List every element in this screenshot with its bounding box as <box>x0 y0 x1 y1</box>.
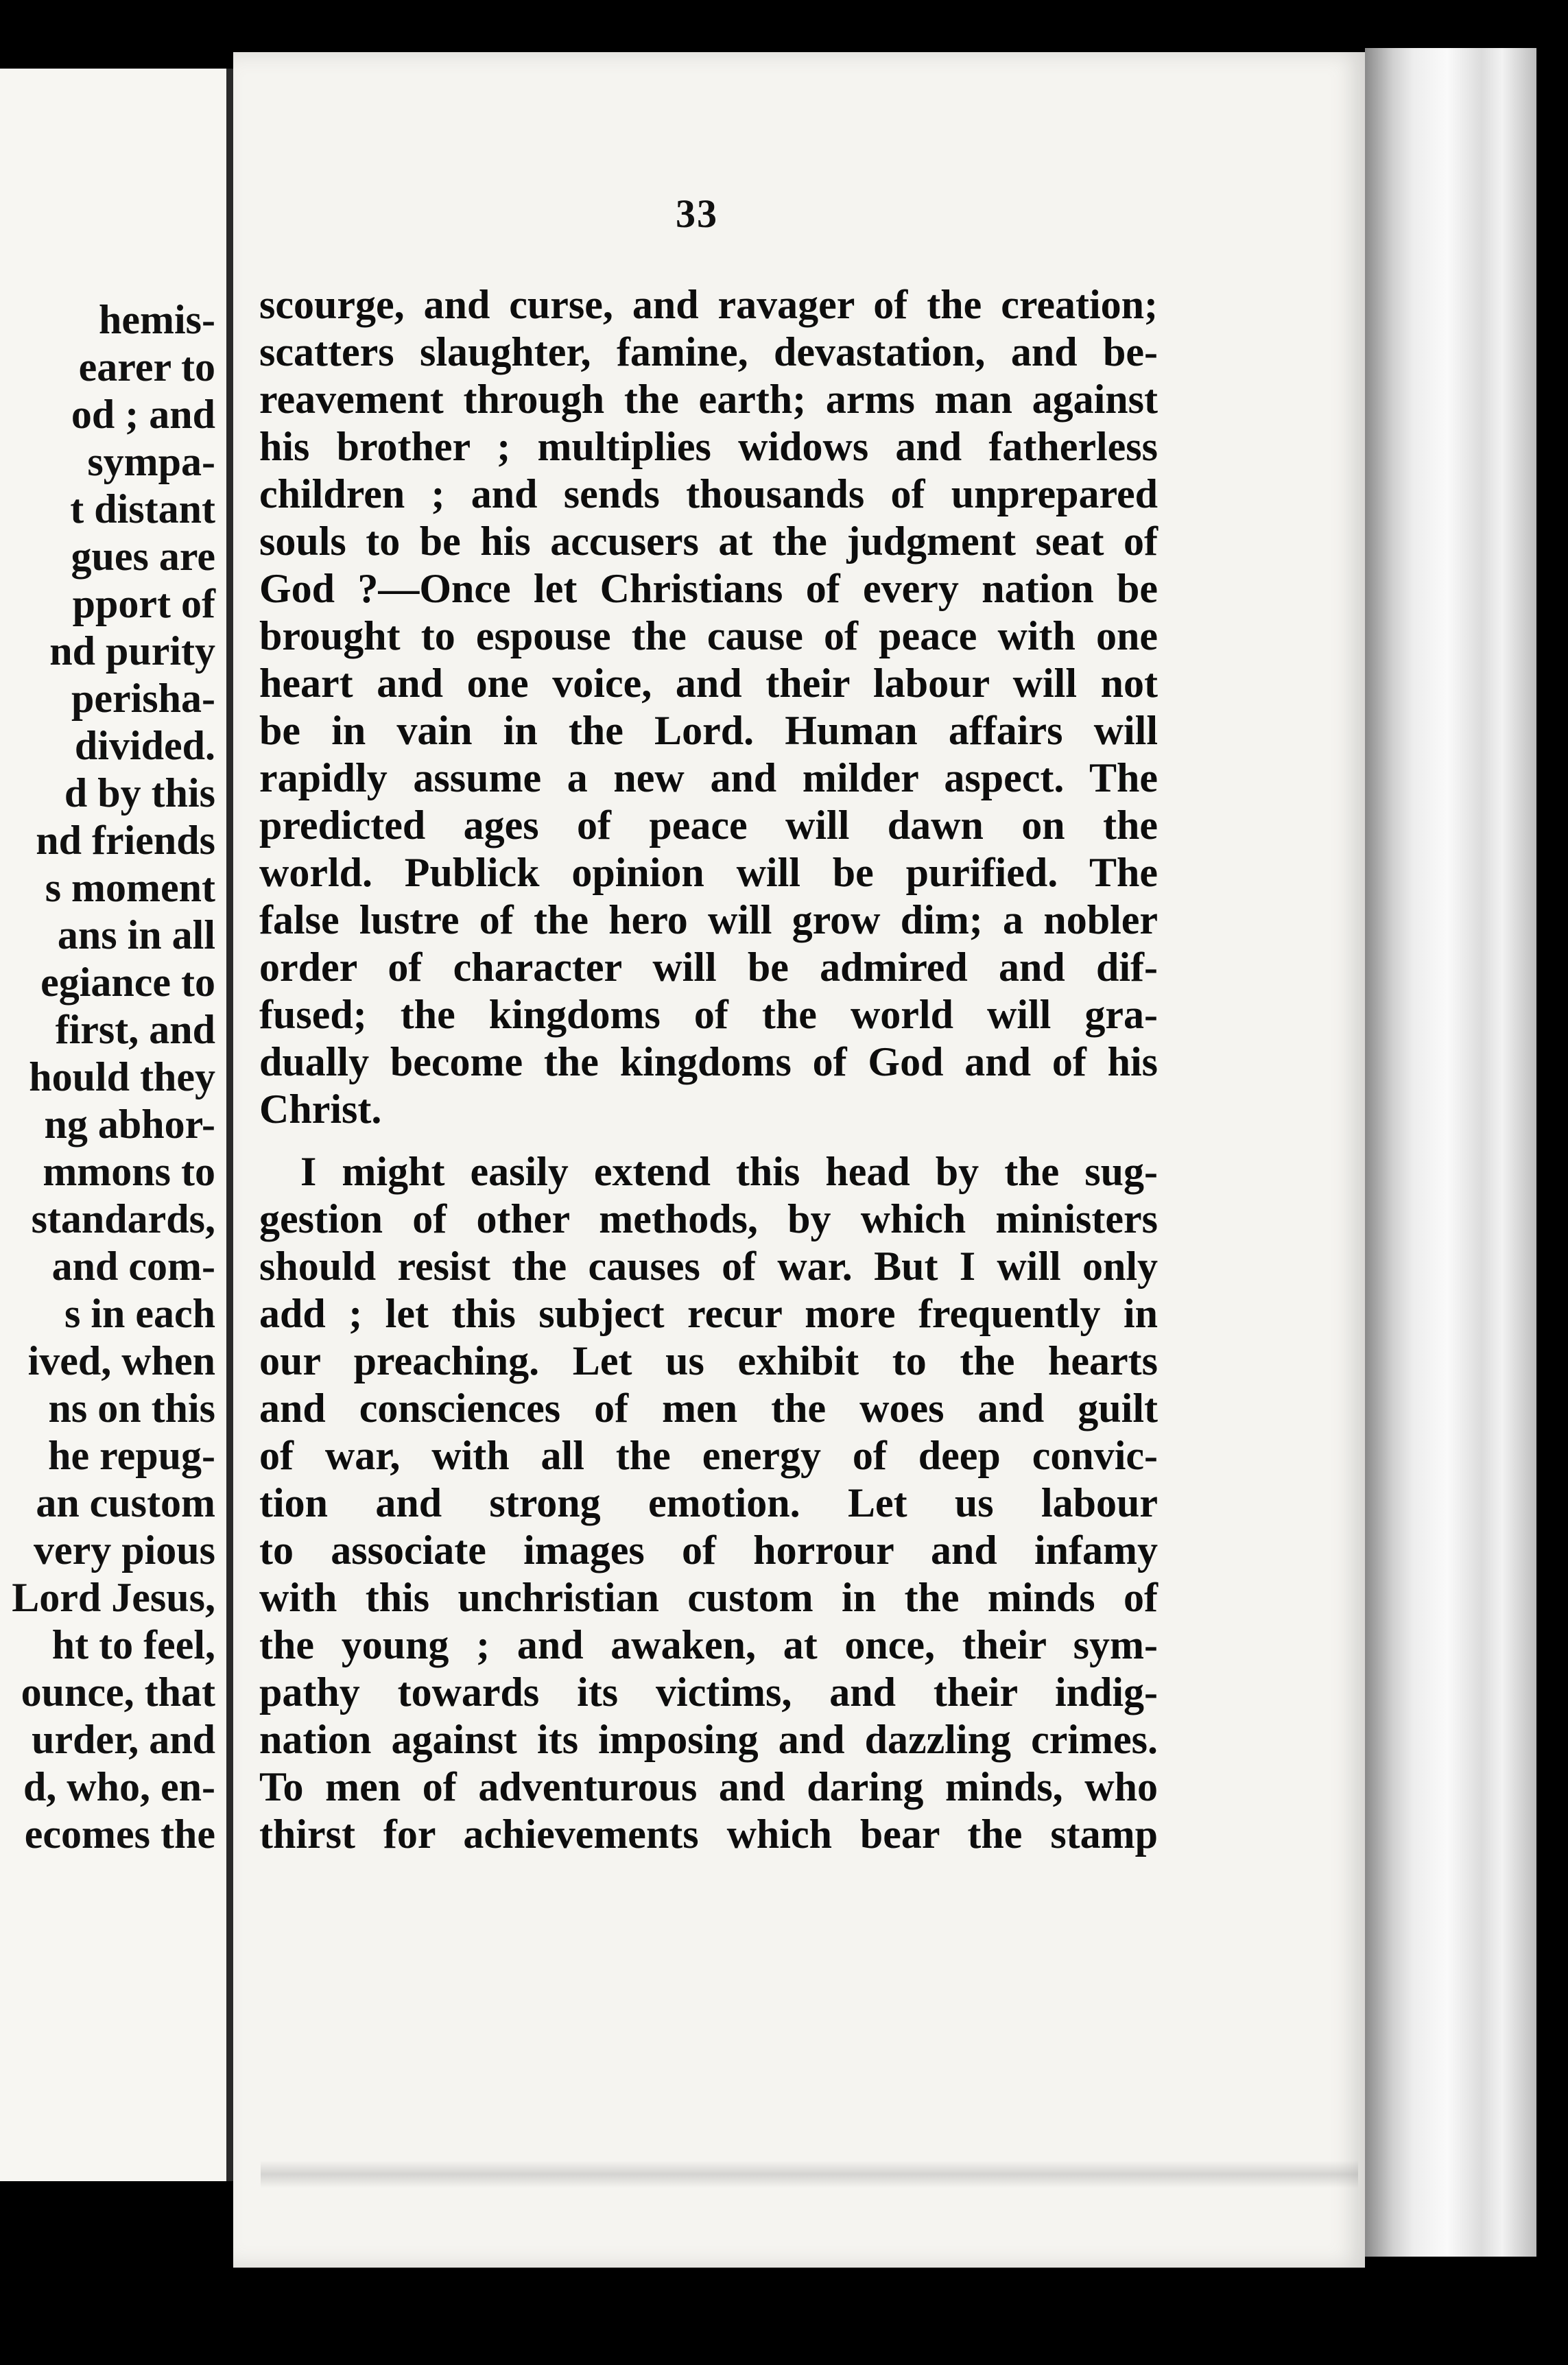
text-line: the young ; and awaken, at once, their sym- <box>259 1622 1158 1667</box>
left-page-line: pport of <box>72 581 215 626</box>
text-line: should resist the causes of war. But I will only <box>259 1244 1158 1289</box>
text-line: souls to be his accusers at the judgment seat of <box>259 519 1158 564</box>
left-page-line: ived, when <box>27 1338 215 1383</box>
page-number: 33 <box>676 191 718 236</box>
text-line: to associate images of horrour and infamy <box>259 1528 1158 1573</box>
text-line: heart and one voice, and their labour will not <box>259 661 1158 706</box>
text-line: I might easily extend this head by the sug- <box>300 1149 1158 1194</box>
text-line: thirst for achievements which bear the stamp <box>259 1811 1158 1857</box>
text-line: and consciences of men the woes and guilt <box>259 1386 1158 1431</box>
text-line: dually become the kingdoms of God and of his <box>259 1039 1158 1084</box>
left-page-line: od ; and <box>71 392 215 437</box>
left-page-line: very pious <box>33 1528 215 1573</box>
left-page-line: he repug- <box>48 1433 215 1478</box>
text-line: tion and strong emotion. Let us labour <box>259 1480 1158 1525</box>
left-page-line: Lord Jesus, <box>12 1575 215 1620</box>
left-page-line: urder, and <box>32 1717 215 1762</box>
text-line: false lustre of the hero will grow dim; a nobler <box>259 897 1158 942</box>
left-page-line: and com- <box>51 1244 215 1289</box>
left-page-line: sympa- <box>87 439 215 484</box>
left-page-line: s in each <box>64 1291 215 1336</box>
left-page-line: an custom <box>36 1480 215 1525</box>
left-page-line: ans in all <box>57 912 215 958</box>
text-line: his brother ; multiplies widows and fatherless <box>259 424 1158 469</box>
text-line: our preaching. Let us exhibit to the hearts <box>259 1338 1158 1383</box>
text-line: rapidly assume a new and milder aspect. The <box>259 755 1158 800</box>
left-page-line: s moment <box>45 865 215 910</box>
left-page-line: gues are <box>71 534 215 579</box>
left-page-line: hemis- <box>99 297 215 342</box>
page-edges <box>1365 48 1536 2257</box>
text-line: brought to espouse the cause of peace with one <box>259 613 1158 658</box>
left-page-line: standards, <box>31 1196 215 1241</box>
paragraph-1 <box>259 281 1158 1133</box>
book-gutter <box>226 69 233 2181</box>
text-line: world. Publick opinion will be purified. The <box>259 850 1158 895</box>
text-line: God ?—Once let Christians of every nation be <box>259 566 1158 611</box>
left-page-line: ounce, that <box>21 1669 215 1715</box>
left-page-line: ns on this <box>48 1386 215 1431</box>
text-line: To men of adventurous and daring minds, who <box>259 1764 1158 1809</box>
left-page-line: perisha- <box>71 676 215 721</box>
left-page-line: nd purity <box>49 628 215 674</box>
text-line: reavement through the earth; arms man against <box>259 377 1158 422</box>
left-page-line: divided. <box>74 723 215 768</box>
facing-left-page <box>0 69 226 2181</box>
text-line: be in vain in the Lord. Human affairs will <box>259 708 1158 753</box>
text-line: scourge, and curse, and ravager of the creation; <box>259 282 1158 327</box>
page-body-text <box>259 281 1158 1858</box>
left-page-line: mmons to <box>43 1149 215 1194</box>
text-line: pathy towards its victims, and their indig- <box>259 1669 1158 1715</box>
left-page-line: nd friends <box>36 818 215 863</box>
left-page-text <box>12 296 215 1858</box>
text-line: gestion of other methods, by which ministers <box>259 1196 1158 1241</box>
text-line: nation against its imposing and dazzling crimes. <box>259 1717 1158 1762</box>
left-page-line: hould they <box>29 1054 215 1100</box>
text-line: scatters slaughter, famine, devastation, and be- <box>259 329 1158 375</box>
text-line: order of character will be admired and dif- <box>259 944 1158 990</box>
left-page-line: egiance to <box>40 960 215 1005</box>
left-page-line: earer to <box>78 344 215 390</box>
text-line: children ; and sends thousands of unprepared <box>259 471 1158 516</box>
left-page-line: d by this <box>64 770 215 816</box>
text-line: with this unchristian custom in the minds of <box>259 1575 1158 1620</box>
page-bottom-stain <box>261 2161 1358 2188</box>
left-page-line: ecomes the <box>24 1811 215 1857</box>
left-page-line: first, and <box>55 1007 215 1052</box>
left-page-line: d, who, en- <box>23 1764 215 1809</box>
text-line: add ; let this subject recur more frequently in <box>259 1291 1158 1336</box>
left-page-line: ng abhor- <box>44 1102 215 1147</box>
text-line: of war, with all the energy of deep convic- <box>259 1433 1158 1478</box>
text-line: Christ. <box>259 1086 382 1132</box>
paragraph-2 <box>259 1148 1158 1858</box>
left-page-line: t distant <box>70 486 215 532</box>
left-page-line: ht to feel, <box>51 1622 215 1667</box>
text-line: fused; the kingdoms of the world will gra- <box>259 992 1158 1037</box>
text-line: predicted ages of peace will dawn on the <box>259 803 1158 848</box>
